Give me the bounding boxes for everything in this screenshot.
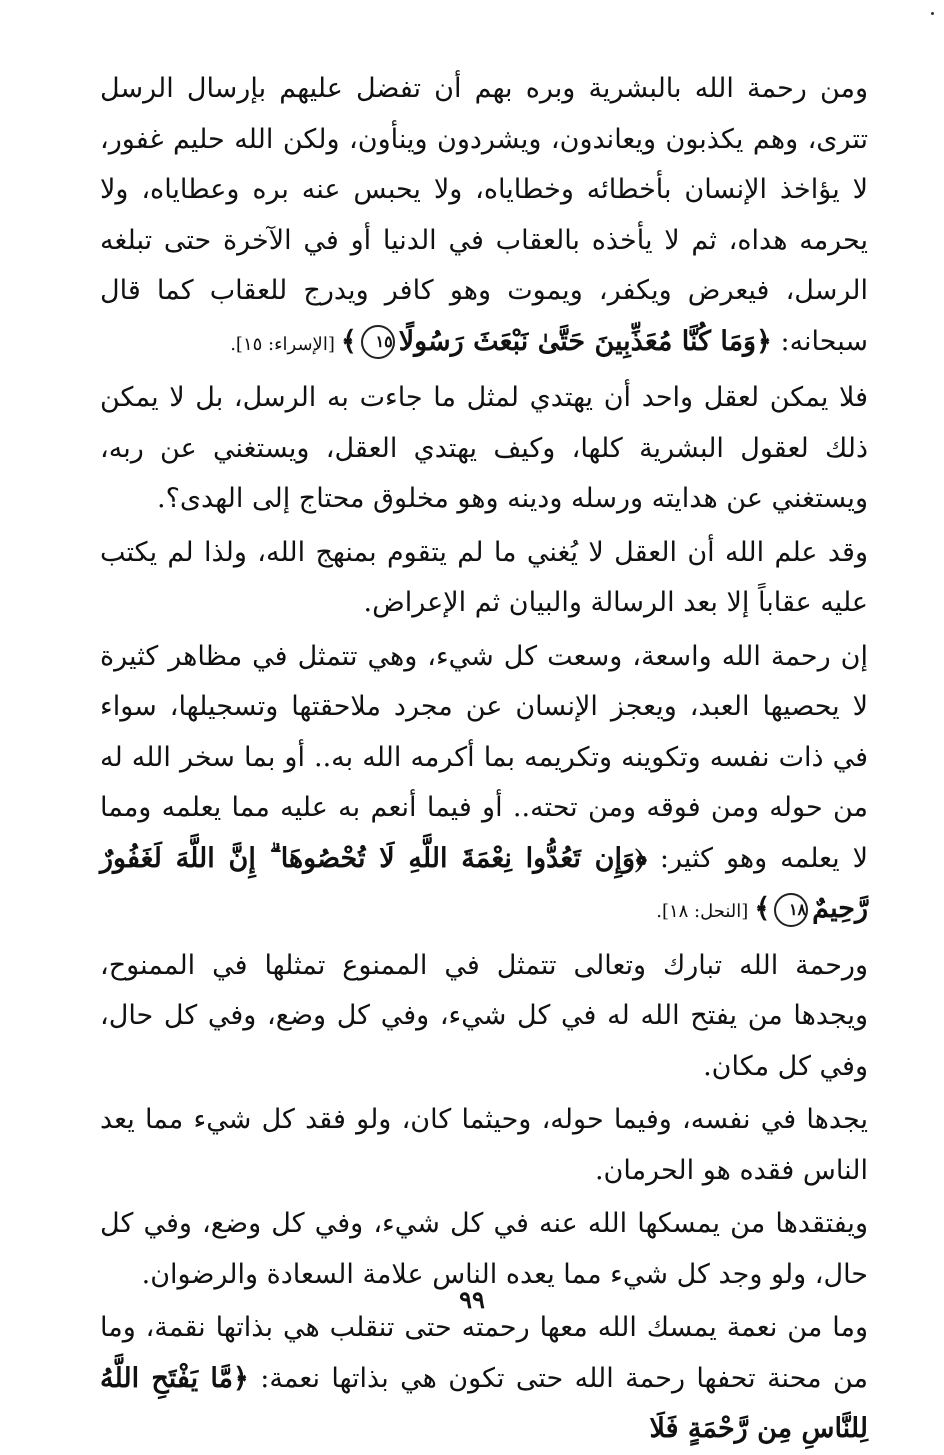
paragraph-8-text: وما من نعمة يمسك الله معها رحمته حتى تنقلب هي بذاتها نقمة، وما من محنة تحفها رحمة الله حتى تكون هي بذاتها نعمة:	[100, 1312, 869, 1394]
paragraph-5	[100, 941, 868, 1093]
quran-reference-isra: [الإسراء: ١٥].	[230, 333, 335, 355]
ayah-number-ornament: ١٨	[774, 893, 808, 927]
body-text	[100, 64, 868, 1455]
paragraph-8	[100, 1303, 868, 1455]
paragraph-4	[100, 632, 868, 938]
quran-verse-fatir: ﴿مَّا يَفْتَحِ اللَّهُ لِلنَّاسِ مِن رَّحْمَةٍ فَلَا	[100, 1362, 868, 1444]
paragraph-2-text: فلا يمكن لعقل واحد أن يهتدي لمثل ما جاءت به الرسل، بل لا يمكن ذلك لعقول البشرية كلها، وكيف يهتدي العقل، ويستغني عن ربه، ويستغني عن هدايته ورسله ودينه وهو مخلوق محتاج إلى الهدى؟.	[100, 382, 868, 514]
quran-close-bracket: ﴾	[340, 325, 357, 357]
paragraph-6	[100, 1095, 868, 1196]
paragraph-2	[100, 373, 868, 525]
paragraph-1-text: ومن رحمة الله بالبشرية وبره بهم أن تفضل عليهم بإرسال الرسل تترى، وهم يكذبون ويعاندون، ويشردون وينأون، ولكن الله حليم غفور، لا يؤاخذ الإنسان بأخطائه وخطاياه، ولا يحبس عنه بره وعطاياه، ولا يحرمه هداه، ثم لا يأخذه بالعقاب في الدنيا أو في الآخرة حتى تبلغه الرسل، فيعرض ويكفر، ويموت وهو كافر ويدرج للعقاب كما قال سبحانه:	[100, 73, 868, 357]
quran-reference-nahl: [النحل: ١٨].	[656, 901, 749, 922]
paragraph-3-text: وقد علم الله أن العقل لا يُغني ما لم يتقوم بمنهج الله، ولذا لم يكتب عليه عقاباً إلا بعد الرسالة والبيان ثم الإعراض.	[100, 536, 868, 618]
page-number: ٩٩	[459, 1285, 485, 1314]
corner-speck	[931, 12, 934, 15]
quran-verse-nahl: ﴿وَإِن تَعُدُّوا نِعْمَةَ اللَّهِ لَا تُحْصُوهَا ۗ إِنَّ اللَّهَ لَغَفُورٌ رَّحِيمٌ	[100, 842, 868, 924]
paragraph-5-text: ورحمة الله تبارك وتعالى تتمثل في الممنوع تمثلها في الممنوح، ويجدها من يفتح الله له في كل شيء، وفي كل وضع، وفي كل حال، وفي كل مكان.	[100, 949, 868, 1082]
paragraph-4-text: إن رحمة الله واسعة، وسعت كل شيء، وهي تتمثل في مظاهر كثيرة لا يحصيها العبد، ويعجز الإنسان عن مجرد ملاحقتها وتسجيلها، سواء في ذات نفسه وتكوينه وتكريمه بما أكرمه الله به.. أو بما سخر الله له من حوله ومن فوقه ومن تحته.. أو فيما أنعم به عليه مما يعلمه ومما لا يعلمه وهو كثير:	[100, 640, 868, 874]
quran-close-bracket: ﴾	[754, 893, 771, 924]
quran-verse-isra: ﴿وَمَا كُنَّا مُعَذِّبِينَ حَتَّىٰ نَبْعَثَ رَسُولًا	[398, 325, 772, 357]
paragraph-1	[100, 64, 868, 370]
ayah-number-ornament: ١٥	[361, 325, 395, 359]
paragraph-3	[100, 528, 868, 629]
paragraph-7-text: ويفتقدها من يمسكها الله عنه في كل شيء، وفي كل وضع، وفي كل حال، ولو وجد كل شيء مما يعده الناس علامة السعادة والرضوان.	[100, 1208, 868, 1290]
paragraph-6-text: يجدها في نفسه، وفيما حوله، وحيثما كان، ولو فقد كل شيء مما يعد الناس فقده هو الحرمان.	[100, 1104, 868, 1186]
